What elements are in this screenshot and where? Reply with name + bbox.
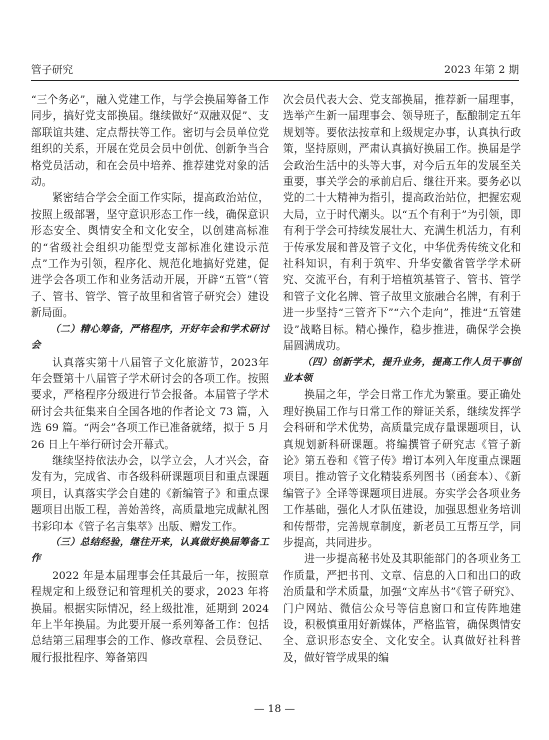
left-column	[31, 92, 269, 666]
paragraph: 换届之年，学会日常工作尤为繁重。要正确处理好换届工作与日常工作的辩证关系，继续发挥学会科研和学术优势，高质量完成存量课题项目，认真规划新科研课题。将编撰管子研究志《管子新论》第五卷和《管子传》增订本列入年度重点课题项目。推动管子文化精装系列图书（函套本）、《新编管子》全译等课题项目进展。夯实学会各项业务工作基础，强化人才队伍建设，加强思想业务培训和传帮带，完善规章制度，新老员工互帮互学，同步提高，共同进步。	[283, 389, 521, 549]
running-header	[31, 62, 519, 78]
paragraph: 认真落实第十八届管子文化旅游节，2023年年会暨第十八届管子学术研讨会的各项工作。按照要求，严格程序分级进行节会报备。本届管子学术研讨会共征集来自全国各地的作者论文 73 篇，入选 69 篇。“两会”各项工作已准备就绪，拟于 5 月 26 日上午举行研讨会开幕式。	[31, 356, 269, 451]
paragraph: “三个务必”，融入党建工作，与学会换届筹备工作同步，搞好党支部换届。继续做好“双融双促”、支部联谊共建、定点帮扶等工作。密切与会员单位党组织的关系，开展在党员会员中创优、创新争当合格党员活动，和在会员中培养、推荐建党对象的活动。	[31, 94, 269, 189]
issue-number: 2023 年第 2 期	[444, 64, 519, 76]
paragraph: 2022 年是本届理事会任其最后一年，按照章程规定和上级登记和管理机关的要求，2023 年将换届。根据实际情况，经上级批准，延期到 2024 年上半年换届。为此要开展一系列筹备工作：包括总结第三届理事会的工作、修改章程、会员登记、履行报批程序、筹备第四	[31, 569, 269, 664]
paragraph: 紧密结合学会全面工作实际，提高政治站位，按照上级部署，坚守意识形态工作一线，确保意识形态安全、舆情安全和文化安全，以创建高标准的“省级社会组织功能型党支部标准化建设示范点”工作为引领，程序化、规范化地搞好党建，促进学会各项工作和业务活动开展，开辟“五管”（管子、管书、管学、管子故里和省管子研究会）建设新局面。	[31, 192, 269, 320]
section-heading: （二）精心筹备，严格程序，开好年会和学术研讨会	[31, 323, 269, 352]
paragraph: 继续坚持依法办会，以学立会，人才兴会，奋发有为，完成省、市各级科研课题项目和重点课题项目，认真落实学会自建的《新编管子》和重点课题项目出版工程，善始善终，高质量地完成献礼图书彩印本《管子名言集萃》出版、赠发工作。	[31, 454, 269, 533]
page-number: — 18 —	[253, 703, 296, 715]
section-heading: （三）总结经验，继往开来，认真做好换届筹备工作	[31, 536, 269, 565]
right-column	[283, 92, 521, 666]
journal-name: 管子研究	[31, 64, 73, 76]
paragraph: 进一步提高秘书处及其职能部门的各项业务工作质量，严把书刊、文章、信息的入口和出口的政治质量和学术质量，加强“文库丛书”《管子研究》、门户网站、微信公众号等信息窗口和宣传阵地建设，积极慎重用好新媒体，严格监管，确保舆情安全、意识形态安全、文化安全。认真做好社科普及，做好管学成果的编	[283, 553, 521, 664]
paragraph: 次会员代表大会、党支部换届，推荐新一届理事，选举产生新一届理事会、领导班子，酝酿制定五年规划等。要依法按章和上级规定办事，认真执行政策，坚持原则，严肃认真搞好换届工作。换届是学会政治生活中的头等大事，对今后五年的发展至关重要，事关学会的承前启后、继往开来。要务必以党的二十大精神为指引，提高政治站位，把握宏观大局，立于时代潮头。以“五个有利于”为引领，即有利于学会可持续发展壮大、充满生机活力，有利于传承发展和普及管子文化，中华优秀传统文化和社科知识，有利于筑牢、升华安徽省管学学术研究、交流平台，有利于培植筑基管子、管书、管学和管子文化名牌、管子故里文旅融合名牌，有利于进一步坚持“三管齐下”“六个走向”，推进“五管建设”战略目标。精心操作，稳步推进，确保学会换届圆满成功。	[283, 94, 521, 353]
section-heading: （四）创新学术，提升业务，提高工作人员干事创业本领	[283, 356, 521, 384]
header-rule	[31, 80, 519, 81]
